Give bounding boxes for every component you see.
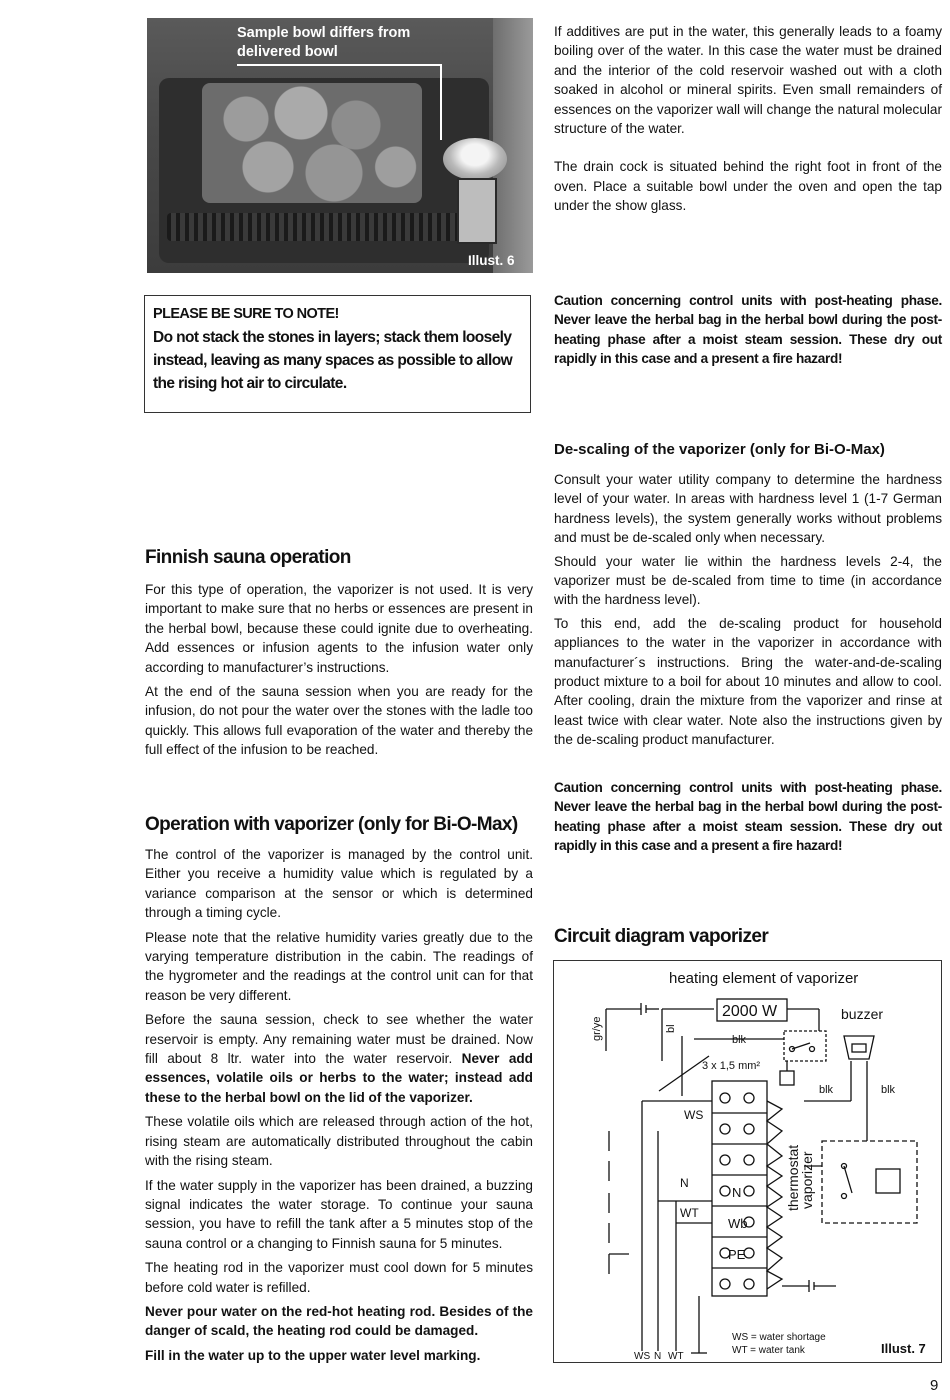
vaporizer-paragraph-5: If the water supply in the vaporizer has been drained, a buzzing signal indicates the water storage. To continue your sauna session, you have to refill the tank after a 5 minutes stop of the sauna control or a changing to Finnish sauna for 5 minutes. [145,1177,533,1251]
circuit-heading: Circuit diagram vaporizer [554,926,769,947]
herbal-bowl [443,138,507,180]
illustration-6-label: Illust. 6 [468,253,515,268]
drain-paragraph: The drain cock is situated behind the right foot in front of the oven. Place a suitable bowl under the oven and open the tap under the show glass. [554,159,942,214]
blk-mid-label: blk [819,1084,834,1096]
vaporizer-warning-2: Fill in the water up to the upper water level marking. [145,1347,481,1363]
pe-terminal-label: PE [728,1247,746,1262]
wb-terminal-label: Wb [728,1216,748,1231]
note-title: PLEASE BE SURE TO NOTE! [153,306,339,322]
descaling-paragraph-2: Should your water lie within the hardness levels 2-4, the vaporizer must be de-scaled from time to time (in accordance with the hardness level). [554,553,942,608]
additives-section [554,22,942,216]
circuit-diagram [553,960,942,1363]
vaporizer-paragraph-3-text: Before the sauna session, check to see whether the water reservoir is empty. Any remaining water must be drained. Now fill about 8 ltr. water into the water reservoir. [145,1012,533,1067]
descaling-paragraph-1: Consult your water utility company to determine the hardness level of your water. In areas with hardness level 1 (1-7 German hardness levels), the system generally works without problems and must be de-scaled only when necessary. [554,472,942,546]
vaporizer-paragraph-6: The heating rod in the vaporizer must cool down for 5 minutes before cold water is refilled. [145,1260,533,1295]
page-number: 9 [930,1377,939,1394]
vaporizer-paragraph-3 [145,1010,533,1107]
vaporizer-paragraph-1: The control of the vaporizer is managed by the control unit. Either you receive a humidity value which is regulated by a variance comparison at the sensor or which is determined through a timing cycle. [145,847,533,921]
vaporizer-heading: Operation with vaporizer (only for Bi-O-Max) [145,814,518,835]
descaling-paragraph-3: To this end, add the de-scaling product for household appliances to the water in the vaporizer in accordance with manufacturer´s instructions. Bring the water-and-de-scaling product mixture to a boil for about 10 minutes and allow to cool. After cooling, drain the mixture from the vaporizer and rinse at least twice with clear water. Note also the instructions given by the de-scaling product manufacturer. [554,615,942,748]
finnish-paragraph-2: At the end of the sauna session when you are ready for the infusion, do not pour the water over the stones with the ladle too quickly. This allows full evaporation of the water and thereby the full effect of the infusion to be reached. [145,684,533,758]
vaporizer-paragraph-4: These volatile oils which are released through action of the hot, rising steam are automatically distributed throughout the cabin with the rising steam. [145,1114,533,1169]
power-rating-label: 2000 W [722,1003,778,1020]
sauna-stones [202,83,422,203]
blk-top-label: blk [732,1034,747,1046]
photo-caption: Sample bowl differs from delivered bowl [237,25,411,60]
vaporizer-paragraph-3-warning: Never add essences, volatile oils or herbs to the water; instead add these to the herbal bowl on the lid of the vaporizer. [145,1051,533,1105]
blk-right-label: blk [881,1084,896,1096]
cable-label: 3 x 1,5 mm² [702,1060,761,1072]
finnish-paragraph-1: For this type of operation, the vaporizer is not used. It is very important to make sure that no herbs or essences are present in the herbal bowl, because these could ignite due to overheating. Add essences or infusion agents to the infusion water only according to manufacturer’s instructions. [145,582,533,675]
caution-2: Caution concerning control units with post-heating phase. Never leave the herbal bag in the herbal bowl during the post-heating phase after a moist steam session. These dry out rapidly in this case and a present a fire hazard! [554,780,942,854]
thermostat-label: thermostat [785,1144,801,1211]
vaporizer-paragraph-2: Please note that the relative humidity varies greatly due to the varying temperature distribution in the cabin. The readings of the hygrometer and the readings at the control unit can for that reason be very different. [145,929,533,1003]
vaporizer-section [145,845,533,1365]
heating-element-label: heating element of vaporizer [669,970,859,987]
caution-1: Caution concerning control units with post-heating phase. Never leave the herbal bag in the herbal bowl during the post-heating phase after a moist steam session. These dry out rapidly in this case and a present a fire hazard! [554,293,942,367]
legend-wt: WT = water tank [732,1345,805,1356]
additives-paragraph: If additives are put in the water, this generally leads to a foamy boiling over of the water. In this case the water must be drained and the interior of the cold reservoir washed out with a cloth soaked in alcohol or mineral spirits. Even small remainders of essences on the vaporizer wall will change the natural molecular structure of the water. [554,24,942,137]
note-text: Do not stack the stones in layers; stack them loosely instead, leaving as many spaces as possible to allow the rising hot air to circulate. [153,329,513,392]
bl-label: bl [665,1024,677,1033]
circuit-diagram-svg [554,961,943,1364]
bottom-ws-label: WS [634,1351,651,1362]
bottom-wt-label: WT [668,1351,684,1362]
descaling-section [554,470,942,750]
finnish-section [145,580,533,760]
n-terminal-label: N [732,1185,742,1200]
descaling-heading: De-scaling of the vaporizer (only for Bi-O-Max) [554,441,885,458]
finnish-heading: Finnish sauna operation [145,547,351,568]
note-box [144,295,531,413]
illustration-7-label: Illust. 7 [881,1341,926,1356]
vaporizer-warning-1: Never pour water on the red-hot heating rod. Besides of the danger of scald, the heating rod could be damaged. [145,1303,533,1339]
wt-left-label: WT [680,1206,699,1220]
n-left-label: N [680,1176,689,1190]
gr-ye-label: gr/ye [591,1016,603,1041]
buzzer-label: buzzer [841,1006,884,1022]
legend-ws: WS = water shortage [732,1332,826,1343]
bottom-n-label: N [654,1351,662,1362]
ws-label: WS [684,1108,704,1122]
vaporizer-label: vaporizer [799,1151,815,1209]
